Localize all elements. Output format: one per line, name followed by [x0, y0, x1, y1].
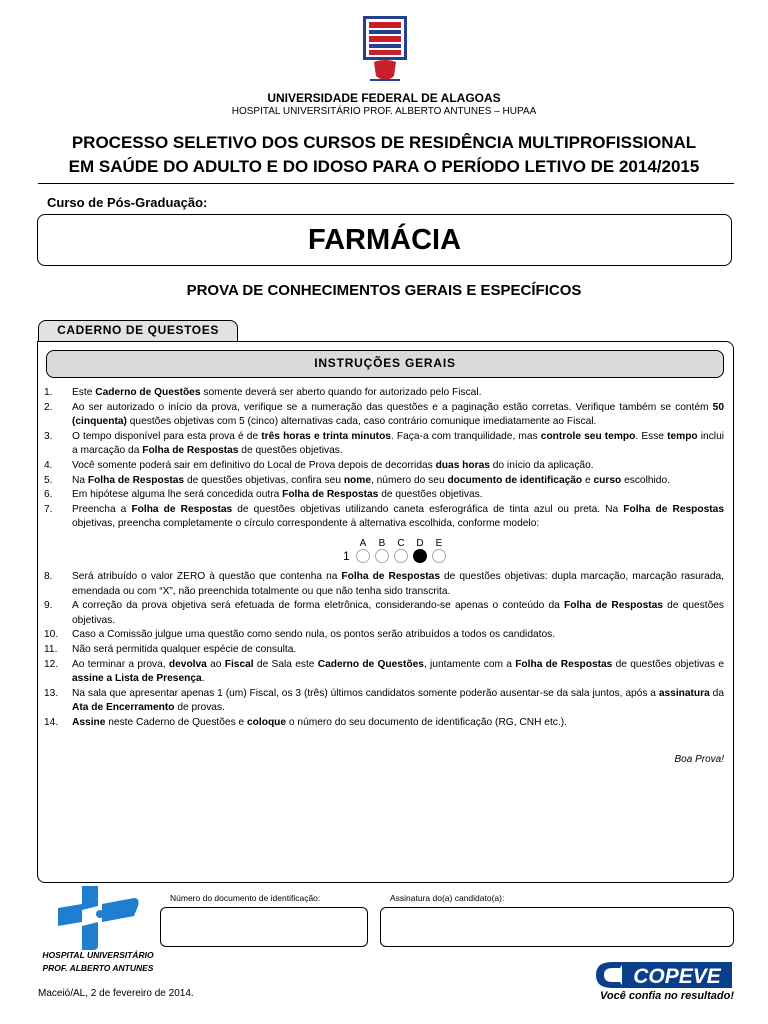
- header-divider: [38, 183, 734, 184]
- course-label: Curso de Pós-Graduação:: [47, 195, 208, 210]
- instruction-number: 7.: [44, 503, 53, 515]
- id-number-label: Número do documento de identificação:: [170, 893, 321, 903]
- instruction-text: Ao terminar a prova, devolva ao Fiscal de Sala este Caderno de Questões, juntamente com a Folha de Respostas de questões objetivas e assine a Lista de Presença.: [72, 658, 724, 685]
- instruction-text: Caso a Comissão julgue uma questão como sendo nula, os pontos serão atribuídos a todos os candidatos.: [72, 629, 556, 641]
- model-bubble-empty: [433, 550, 446, 563]
- copeve-wordmark: COPEVE: [633, 965, 721, 988]
- page-title-line2: EM SAÚDE DO ADULTO E DO IDOSO PARA O PERÍODO LETIVO DE 2014/2015: [68, 157, 700, 176]
- instruction-item: [44, 599, 724, 628]
- instruction-text: Não será permitida qualquer espécie de consulta.: [72, 643, 297, 655]
- copeve-slogan: Você confia no resultado!: [599, 990, 734, 1002]
- instruction-number: 9.: [44, 600, 53, 612]
- instruction-text: Em hipótese alguma lhe será concedida outra Folha de Respostas de questões objetivas.: [72, 489, 483, 501]
- instruction-number: 14.: [44, 716, 59, 728]
- instruction-item: [44, 628, 724, 643]
- instruction-number: 13.: [44, 687, 59, 699]
- instruction-text: Você somente poderá sair em definitivo do Local de Prova depois de decorridas duas horas do início da aplicação.: [72, 459, 594, 471]
- instructions-title: INSTRUÇÕES GERAIS: [314, 356, 456, 370]
- instruction-item: [44, 643, 724, 658]
- hospital-name: HOSPITAL UNIVERSITÁRIO PROF. ALBERTO ANTUNES – HUPAA: [231, 106, 537, 117]
- instruction-number: 4.: [44, 459, 53, 471]
- issue-date: Maceió/AL, 2 de fevereiro de 2014.: [38, 988, 194, 999]
- instruction-number: 11.: [44, 643, 58, 655]
- instruction-text: Na sala que apresentar apenas 1 (um) Fiscal, os 3 (três) últimos candidatos somente poderão ausentar-se da sala juntos, após a assinatura da Ata de Encerramento de provas.: [72, 687, 724, 714]
- instruction-item: [44, 459, 724, 474]
- instruction-item: [44, 658, 724, 687]
- instruction-item: [44, 488, 724, 503]
- exam-title: PROVA DE CONHECIMENTOS GERAIS E ESPECÍFICOS: [186, 282, 582, 299]
- instruction-item: [44, 503, 724, 532]
- hu-name-line2: PROF. ALBERTO ANTUNES: [42, 963, 154, 973]
- model-letter: E: [435, 538, 443, 549]
- instruction-number: 5.: [44, 474, 53, 486]
- model-letter: D: [416, 538, 424, 549]
- model-letter: A: [359, 538, 367, 549]
- page-title-line1: PROCESSO SELETIVO DOS CURSOS DE RESIDÊNCIA MULTIPROFISSIONAL: [71, 133, 697, 152]
- instruction-text: Na Folha de Respostas de questões objetivas, confira seu nome, número do seu documento de identificação e curso escolhido.: [72, 474, 670, 486]
- model-bubble-empty: [376, 550, 389, 563]
- model-bubble-empty: [395, 550, 408, 563]
- instruction-item: [44, 430, 724, 459]
- course-name: FARMÁCIA: [307, 224, 462, 256]
- booklet-tab-label: CADERNO DE QUESTOES: [57, 323, 219, 337]
- hu-name-line1: HOSPITAL UNIVERSITÁRIO: [42, 950, 154, 960]
- model-bubble-empty: [357, 550, 370, 563]
- instruction-text: Este Caderno de Questões somente deverá ser aberto quando for autorizado pelo Fiscal.: [72, 387, 482, 398]
- instruction-number: 2.: [44, 401, 53, 413]
- signature-label: Assinatura do(a) candidato(a):: [390, 893, 505, 903]
- instruction-text: Assine neste Caderno de Questões e coloque o número do seu documento de identificação (RG, CNH etc.).: [72, 716, 567, 728]
- instruction-item: [44, 570, 724, 599]
- signature-field[interactable]: [380, 907, 734, 947]
- instruction-text: A correção da prova objetiva será efetuada de forma eletrônica, considerando-se apenas o conteúdo da Folha de Respostas de questões objetivas.: [72, 600, 725, 626]
- instruction-number: 12.: [44, 658, 59, 670]
- instruction-number: 1.: [44, 387, 53, 398]
- instruction-item: [44, 386, 724, 401]
- instruction-item: [44, 401, 724, 430]
- instruction-number: 3.: [44, 430, 53, 442]
- instruction-item: [44, 687, 724, 716]
- instruction-number: 8.: [44, 570, 53, 582]
- ufal-crest-logo: [360, 14, 410, 86]
- model-letter: B: [378, 538, 386, 549]
- model-letter: C: [397, 538, 405, 549]
- model-question-number: 1: [343, 549, 350, 563]
- closing-text: Boa Prova!: [674, 754, 724, 765]
- instruction-number: 10.: [44, 629, 59, 641]
- instruction-text: O tempo disponível para esta prova é de três horas e trinta minutos. Faça-a com tranquilidade, mas controle seu tempo. Esse tempo inclui a marcação da Folha de Respostas de questões objetivas.: [72, 430, 724, 457]
- instruction-text: Será atribuído o valor ZERO à questão que contenha na Folha de Respostas de questões objetivas: dupla marcação, marcação rasurada, emendada ou com “X”, não preenchida totalmente ou que não tenha sido transcrita.: [72, 570, 724, 597]
- instruction-number: 6.: [44, 489, 53, 501]
- instruction-item: [44, 474, 724, 489]
- answer-model: [343, 537, 453, 565]
- copeve-logo: [592, 958, 734, 992]
- id-number-field[interactable]: [160, 907, 368, 947]
- instruction-text: Preencha a Folha de Respostas de questões objetivas utilizando caneta esferográfica de tinta azul ou preta. Na Folha de Respostas objetivas, preencha completamente o círculo correspondente à alternativa escolhida, conforme modelo:: [72, 503, 724, 530]
- instruction-item: [44, 716, 724, 731]
- model-bubble-filled: [414, 550, 427, 563]
- instruction-text: Ao ser autorizado o início da prova, verifique se a numeração das questões e a paginação estão corretas. Verifique também se contém 50 (cinquenta) questões objetivas com 5 (cinco) alternativas cada, caso contrário comunique imediatamente ao Fiscal.: [72, 401, 724, 428]
- hu-cross-logo: [52, 884, 142, 952]
- university-name: UNIVERSIDADE FEDERAL DE ALAGOAS: [267, 91, 501, 105]
